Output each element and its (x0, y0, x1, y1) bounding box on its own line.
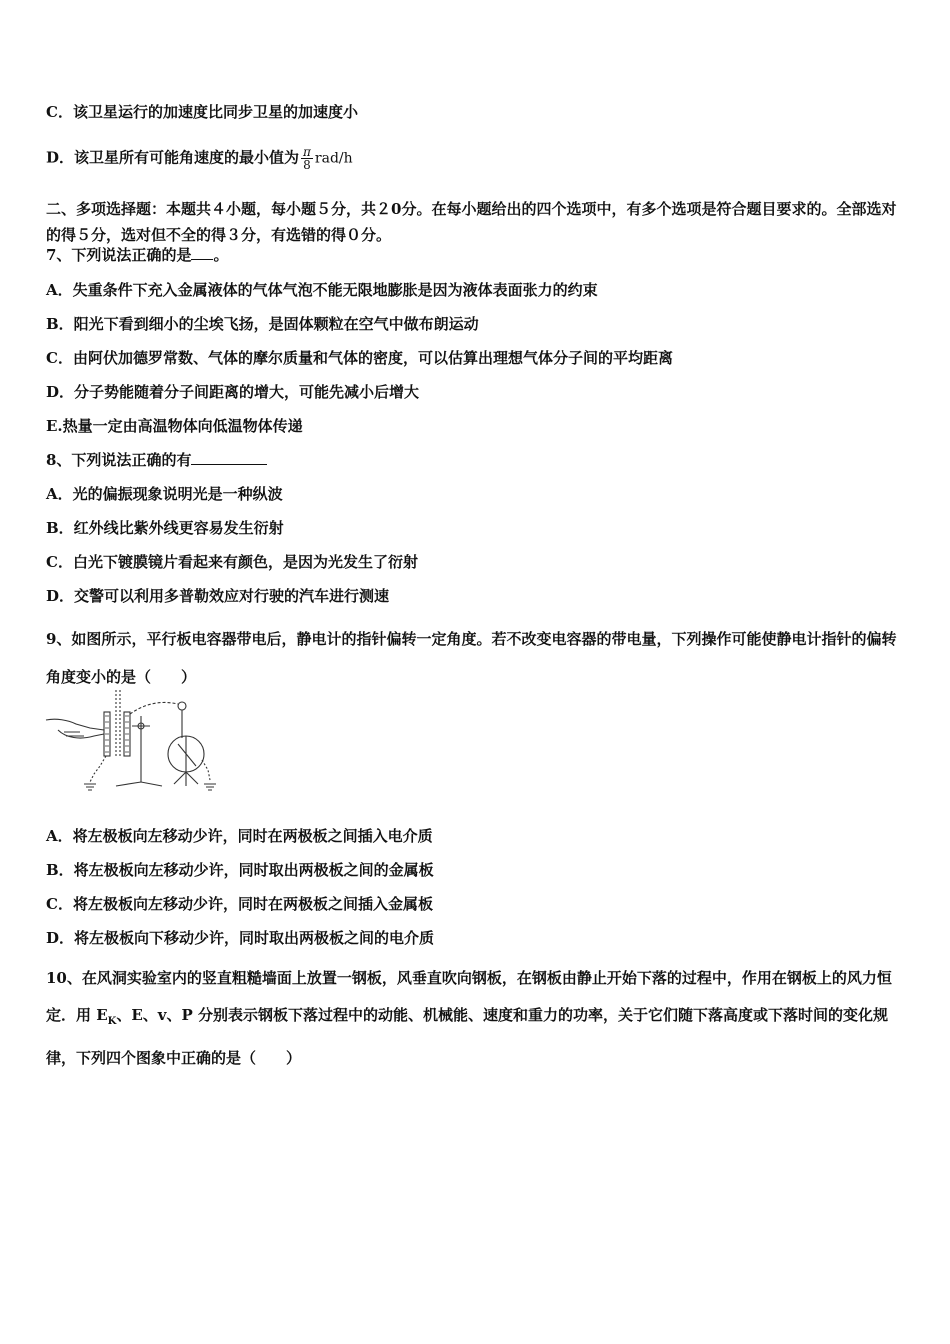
q7-option-c: C．由阿伏加德罗常数、气体的摩尔质量和气体的密度，可以估算出理想气体分子间的平均距离 (46, 349, 673, 367)
q7-option-b: B．阳光下看到细小的尘埃飞扬，是固体颗粒在空气中做布朗运动 (46, 315, 479, 333)
answer-blank (191, 245, 213, 260)
q9-option-a: A．将左极板向左移动少许，同时在两极板之间插入电介质 (46, 827, 433, 845)
question-10-stem: 10、在风洞实验室内的竖直粗糙墙面上放置一钢板，风垂直吹向钢板，在钢板由静止开始下落的过程中，作用在钢板上的风力恒定．用 E (46, 969, 892, 1024)
q8-option-d: D．交警可以利用多普勒效应对行驶的汽车进行测速 (46, 587, 390, 605)
q9-option-d: D．将左极板向下移动少许，同时取出两极板之间的电介质 (46, 929, 435, 947)
question-7-stem: 7、下列说法正确的是 (46, 246, 192, 264)
question-10 (46, 960, 908, 1077)
q8-option-b: B．红外线比紫外线更容易发生衍射 (46, 519, 284, 537)
q6-option-d-text: D．该卫星所有可能角速度的最小值为 (46, 148, 300, 167)
fraction-denominator: 8 (303, 158, 311, 172)
q6-option-c: C．该卫星运行的加速度比同步卫星的加速度小 (46, 103, 358, 121)
unit-text: rad/h (314, 150, 353, 167)
q8-option-c: C．白光下镀膜镜片看起来有颜色，是因为光发生了衍射 (46, 553, 418, 571)
q6-option-d (46, 146, 353, 171)
fraction (301, 146, 313, 171)
subscript-k: K (107, 1016, 117, 1027)
electrometer-capacitor-figure (44, 686, 224, 792)
q7-option-d: D．分子势能随着分子间距离的增大，可能先减小后增大 (46, 383, 420, 401)
question-7-end: 。 (213, 246, 229, 264)
section-2-heading: 二、多项选择题：本题共４小题，每小题５分，共２0分。在每小题给出的四个选项中，有多个选项是符合题目要求的。全部选对的得５分，选对但不全的得３分，有选错的得０分。 (46, 200, 897, 244)
question-9: 9、如图所示，平行板电容器带电后，静电计的指针偏转一定角度。若不改变电容器的带电量，下列操作可能使静电计指针的偏转角度变小的是（ ） (46, 630, 897, 686)
question-10-rest: 、E、v、P 分别表示钢板下落过程中的动能、机械能、速度和重力的功率，关于它们随下落高度或下落时间的变化规律，下列四个图象中正确的是（ ） (46, 1006, 889, 1067)
answer-blank (191, 450, 267, 465)
q7-option-a: A．失重条件下充入金属液体的气体气泡不能无限地膨胀是因为液体表面张力的约束 (46, 281, 598, 299)
q8-option-a: A．光的偏振现象说明光是一种纵波 (46, 485, 283, 503)
q9-option-c: C．将左极板向左移动少许，同时在两极板之间插入金属板 (46, 895, 433, 913)
q7-option-e: E.热量一定由高温物体向低温物体传递 (46, 417, 303, 435)
q9-option-b: B．将左极板向左移动少许，同时取出两极板之间的金属板 (46, 861, 434, 879)
question-8-stem: 8、下列说法正确的有 (46, 451, 192, 469)
fraction-numerator: π (303, 145, 311, 159)
question-8 (46, 450, 267, 470)
question-7 (46, 245, 228, 265)
hand-outline (46, 719, 104, 730)
